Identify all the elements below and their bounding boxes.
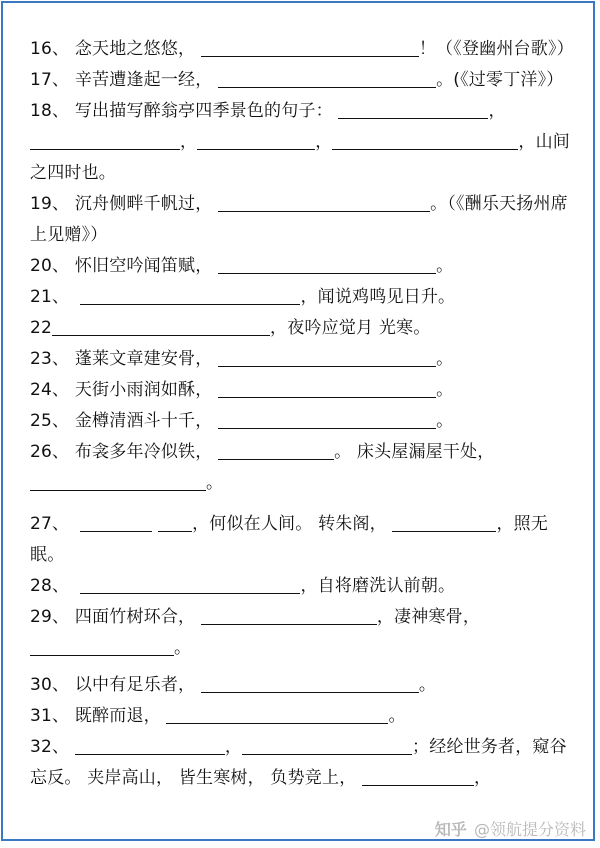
item-suffix: 。 bbox=[418, 675, 437, 695]
item-suffix: 。 bbox=[436, 349, 454, 369]
answer-blank[interactable] bbox=[80, 513, 152, 532]
answer-blank[interactable] bbox=[362, 767, 474, 786]
item-suffix: ，照无眠。 bbox=[30, 514, 549, 565]
list-item bbox=[30, 282, 578, 313]
answer-blank[interactable] bbox=[242, 736, 412, 755]
item-number: 17、 bbox=[30, 70, 70, 90]
item-prompt: 既醉而退， bbox=[69, 706, 161, 726]
item-number: 27、 bbox=[30, 514, 70, 534]
list-item bbox=[30, 313, 578, 344]
answer-blank[interactable] bbox=[80, 286, 300, 305]
list-item bbox=[30, 251, 578, 282]
list-item: 29、 四面竹树环合， ，凄神寒骨， 。 bbox=[30, 607, 481, 658]
item-suffix: ，凄神寒骨， bbox=[376, 607, 481, 627]
watermark bbox=[435, 817, 586, 840]
item-number: 20、 bbox=[30, 256, 70, 276]
item-suffix: ，何似在人间。 转朱阁， bbox=[192, 514, 387, 534]
item-suffix: ， bbox=[488, 101, 506, 121]
item-prompt: 怀旧空吟闻笛赋， bbox=[69, 256, 213, 276]
item-number: 31、 bbox=[30, 706, 70, 726]
item-suffix: ，自将磨洗认前朝。 bbox=[300, 576, 456, 596]
answer-blank[interactable] bbox=[218, 379, 436, 398]
item-suffix: 。 bbox=[388, 706, 406, 726]
item-number: 32、 bbox=[30, 737, 70, 757]
answer-blank[interactable] bbox=[218, 348, 436, 367]
item-prompt: 天街小雨润如酥， bbox=[69, 380, 213, 400]
answer-blank[interactable] bbox=[392, 513, 496, 532]
list-item bbox=[30, 375, 578, 406]
item-prompt: 四面竹树环合， bbox=[69, 607, 196, 627]
item-number: 18、 bbox=[30, 101, 70, 121]
item-suffix: 。（《酬乐天扬州席上见赠》） bbox=[30, 194, 568, 245]
item-number: 22 bbox=[30, 318, 53, 338]
list-item: 26、 布衾多年冷似铁， 。 床头屋漏屋干处， 。 bbox=[30, 442, 495, 493]
list-item: 18、 写出描写醉翁亭四季景色的句子： ， ， ， ，山间之四时也。 bbox=[30, 101, 571, 183]
item-number: 29、 bbox=[30, 607, 70, 627]
item-number: 23、 bbox=[30, 349, 70, 369]
item-number: 19、 bbox=[30, 194, 70, 214]
list-item bbox=[30, 701, 578, 732]
answer-blank[interactable] bbox=[201, 38, 419, 57]
item-suffix: ，夜吟应觉月 光寒。 bbox=[270, 318, 431, 338]
list-item bbox=[30, 34, 578, 65]
item-suffix: 。 床头屋漏屋干处， bbox=[334, 442, 495, 462]
item-suffix: ；经纶世务者，窥谷忘反。 夹岸高山， 皆生寒树， 负势竞上， bbox=[30, 737, 567, 788]
answer-blank[interactable] bbox=[218, 441, 334, 460]
answer-blank[interactable] bbox=[338, 100, 488, 119]
list-item: 32、 ， ；经纶世务者，窥谷忘反。 夹岸高山， 皆生寒树， 负势竞上， ， bbox=[30, 737, 567, 788]
item-suffix: ，闻说鸡鸣见日升。 bbox=[300, 287, 456, 307]
item-prompt: 蓬莱文章建安骨， bbox=[69, 349, 213, 369]
list-item bbox=[30, 65, 578, 96]
watermark-account: @领航提分资料 bbox=[473, 820, 586, 839]
question-list bbox=[30, 34, 578, 794]
answer-blank[interactable] bbox=[166, 705, 388, 724]
answer-blank[interactable] bbox=[30, 637, 174, 656]
item-prompt: 金樽清酒斗十千， bbox=[69, 411, 213, 431]
item-suffix: 。 bbox=[436, 411, 454, 431]
zhihu-logo: 知乎 bbox=[434, 820, 467, 839]
answer-blank[interactable] bbox=[30, 472, 206, 491]
answer-blank[interactable] bbox=[197, 131, 315, 150]
answer-blank[interactable] bbox=[75, 736, 225, 755]
answer-blank[interactable] bbox=[218, 255, 436, 274]
item-prompt: 写出描写醉翁亭四季景色的句子： bbox=[69, 101, 333, 121]
item-prompt: 辛苦遭逢起一经， bbox=[69, 70, 213, 90]
item-prompt: 布衾多年冷似铁， bbox=[69, 442, 213, 462]
list-item bbox=[30, 670, 578, 701]
answer-blank[interactable] bbox=[218, 69, 436, 88]
list-item bbox=[30, 344, 578, 375]
answer-blank[interactable] bbox=[52, 317, 270, 336]
answer-blank[interactable] bbox=[201, 674, 419, 693]
item-number: 25、 bbox=[30, 411, 70, 431]
answer-blank[interactable] bbox=[158, 513, 192, 532]
list-item bbox=[30, 509, 578, 571]
answer-blank[interactable] bbox=[30, 131, 180, 150]
answer-blank[interactable] bbox=[80, 575, 300, 594]
answer-blank[interactable] bbox=[218, 410, 436, 429]
item-number: 24、 bbox=[30, 380, 70, 400]
item-suffix: 。(《过零丁洋》） bbox=[436, 70, 564, 90]
list-item bbox=[30, 406, 578, 437]
item-suffix: ，山间之四时也。 bbox=[30, 132, 571, 183]
item-suffix: ！（《登幽州台歌》） bbox=[418, 39, 574, 59]
item-number: 26、 bbox=[30, 442, 70, 462]
list-item bbox=[30, 571, 578, 602]
item-prompt: 沉舟侧畔千帆过， bbox=[69, 194, 213, 214]
item-number: 30、 bbox=[30, 675, 70, 695]
answer-blank[interactable] bbox=[201, 606, 377, 625]
item-prompt: 以中有足乐者， bbox=[69, 675, 196, 695]
item-number: 28、 bbox=[30, 576, 70, 596]
item-number: 21、 bbox=[30, 287, 70, 307]
item-number: 16、 bbox=[30, 39, 70, 59]
item-suffix: 。 bbox=[436, 256, 454, 276]
answer-blank[interactable] bbox=[332, 131, 518, 150]
item-suffix: 。 bbox=[436, 380, 454, 400]
answer-blank[interactable] bbox=[218, 193, 430, 212]
list-item bbox=[30, 189, 578, 251]
item-prompt: 念天地之悠悠， bbox=[69, 39, 196, 59]
